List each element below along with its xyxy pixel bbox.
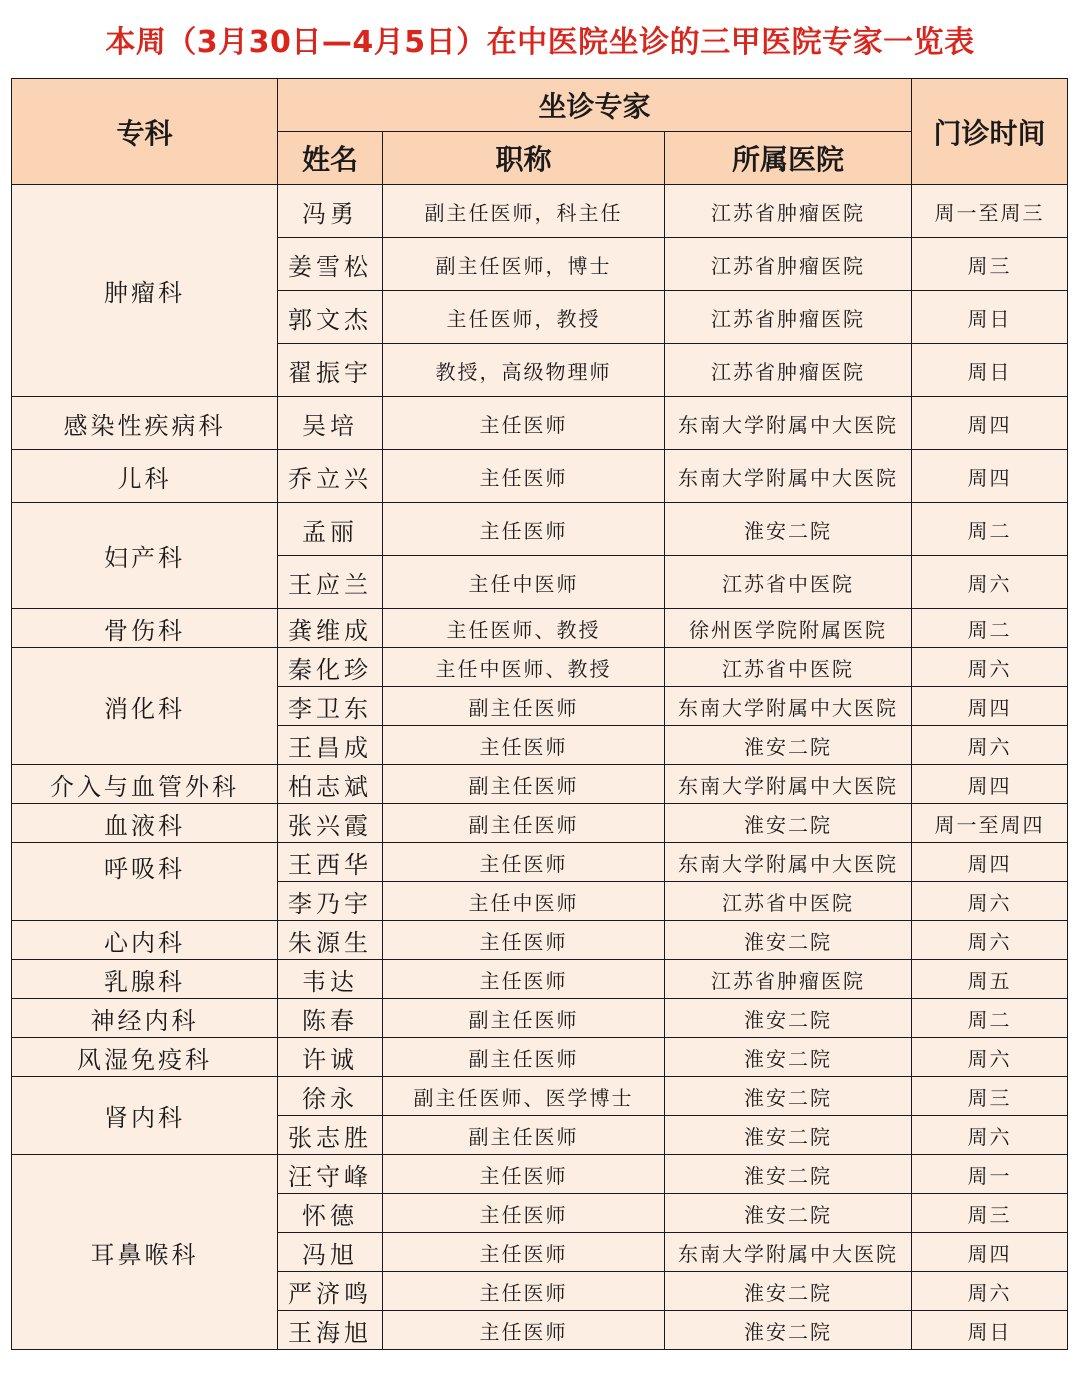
name-cell: 姜雪松 — [278, 238, 383, 291]
title-cell: 主任中医师、教授 — [383, 648, 665, 687]
time-cell: 周三 — [912, 238, 1068, 291]
name-cell: 韦达 — [278, 960, 383, 999]
title-cell: 主任医师 — [383, 960, 665, 999]
time-cell: 周六 — [912, 921, 1068, 960]
time-cell: 周日 — [912, 291, 1068, 344]
name-cell: 乔立兴 — [278, 450, 383, 503]
hospital-cell: 江苏省肿瘤医院 — [665, 344, 912, 397]
time-cell: 周四 — [912, 397, 1068, 450]
title-cell: 主任医师 — [383, 1233, 665, 1272]
hospital-cell: 东南大学附属中大医院 — [665, 687, 912, 726]
name-cell: 严济鸣 — [278, 1272, 383, 1311]
title-cell: 主任中医师 — [383, 882, 665, 921]
hospital-cell: 东南大学附属中大医院 — [665, 1233, 912, 1272]
title-cell: 副主任医师 — [383, 1038, 665, 1077]
title-cell: 主任医师 — [383, 1155, 665, 1194]
time-cell: 周一至周三 — [912, 185, 1068, 238]
title-cell: 副主任医师 — [383, 687, 665, 726]
specialty-cell: 肾内科 — [12, 1077, 278, 1155]
page-title: 本周（3月30日—4月5日）在中医院坐诊的三甲医院专家一览表 — [105, 25, 975, 60]
time-cell: 周二 — [912, 503, 1068, 556]
title-cell: 主任医师 — [383, 1194, 665, 1233]
specialty-cell: 耳鼻喉科 — [12, 1155, 278, 1350]
header-specialty: 专科 — [12, 79, 278, 185]
time-cell: 周二 — [912, 609, 1068, 648]
hospital-cell: 江苏省肿瘤医院 — [665, 238, 912, 291]
expert-schedule-table — [11, 78, 1068, 1350]
title-cell: 主任医师，教授 — [383, 291, 665, 344]
name-cell: 冯勇 — [278, 185, 383, 238]
hospital-cell: 淮安二院 — [665, 1077, 912, 1116]
specialty-cell: 肿瘤科 — [12, 185, 278, 397]
name-cell: 许诚 — [278, 1038, 383, 1077]
hospital-cell: 东南大学附属中大医院 — [665, 765, 912, 804]
table-row — [12, 999, 1068, 1038]
time-cell: 周日 — [912, 1311, 1068, 1350]
name-cell: 王西华 — [278, 843, 383, 882]
header-name: 姓名 — [278, 132, 383, 185]
hospital-cell: 江苏省肿瘤医院 — [665, 185, 912, 238]
table-row — [12, 648, 1068, 687]
name-cell: 翟振宇 — [278, 344, 383, 397]
time-cell: 周四 — [912, 1233, 1068, 1272]
specialty-cell: 消化科 — [12, 648, 278, 765]
name-cell: 李乃宇 — [278, 882, 383, 921]
specialty-cell: 风湿免疫科 — [12, 1038, 278, 1077]
specialty-cell: 神经内科 — [12, 999, 278, 1038]
title-cell: 主任医师、教授 — [383, 609, 665, 648]
time-cell: 周二 — [912, 999, 1068, 1038]
name-cell: 王应兰 — [278, 556, 383, 609]
time-cell: 周日 — [912, 344, 1068, 397]
specialty-cell: 介入与血管外科 — [12, 765, 278, 804]
hospital-cell: 江苏省中医院 — [665, 648, 912, 687]
title-cell: 主任医师 — [383, 843, 665, 882]
name-cell: 张志胜 — [278, 1116, 383, 1155]
title-cell: 主任中医师 — [383, 556, 665, 609]
hospital-cell: 东南大学附属中大医院 — [665, 450, 912, 503]
name-cell: 李卫东 — [278, 687, 383, 726]
title-cell: 主任医师 — [383, 1311, 665, 1350]
specialty-cell: 血液科 — [12, 804, 278, 843]
specialty-cell: 呼吸科 — [12, 843, 278, 921]
hospital-cell: 淮安二院 — [665, 1038, 912, 1077]
time-cell: 周六 — [912, 556, 1068, 609]
time-cell: 周五 — [912, 960, 1068, 999]
hospital-cell: 淮安二院 — [665, 1272, 912, 1311]
header-experts-group: 坐诊专家 — [278, 79, 912, 132]
header-clinic-time: 门诊时间 — [912, 79, 1068, 185]
name-cell: 陈春 — [278, 999, 383, 1038]
time-cell: 周六 — [912, 882, 1068, 921]
table-row — [12, 397, 1068, 450]
title-cell: 副主任医师 — [383, 999, 665, 1038]
hospital-cell: 江苏省中医院 — [665, 556, 912, 609]
title-cell: 主任医师 — [383, 397, 665, 450]
name-cell: 王海旭 — [278, 1311, 383, 1350]
hospital-cell: 淮安二院 — [665, 1155, 912, 1194]
title-cell: 主任医师 — [383, 921, 665, 960]
name-cell: 孟丽 — [278, 503, 383, 556]
time-cell: 周四 — [912, 843, 1068, 882]
title-cell: 副主任医师 — [383, 765, 665, 804]
title-cell: 副主任医师，科主任 — [383, 185, 665, 238]
table-row — [12, 1038, 1068, 1077]
table-row — [12, 450, 1068, 503]
title-cell: 主任医师 — [383, 503, 665, 556]
table-row — [12, 503, 1068, 556]
name-cell: 冯旭 — [278, 1233, 383, 1272]
title-cell: 副主任医师，博士 — [383, 238, 665, 291]
title-cell: 副主任医师、医学博士 — [383, 1077, 665, 1116]
title-cell: 副主任医师 — [383, 1116, 665, 1155]
specialty-cell: 儿科 — [12, 450, 278, 503]
table-row — [12, 1077, 1068, 1116]
table-row — [12, 1155, 1068, 1194]
name-cell: 柏志斌 — [278, 765, 383, 804]
specialty-cell: 妇产科 — [12, 503, 278, 609]
hospital-cell: 淮安二院 — [665, 1194, 912, 1233]
hospital-cell: 淮安二院 — [665, 999, 912, 1038]
time-cell: 周三 — [912, 1194, 1068, 1233]
time-cell: 周六 — [912, 726, 1068, 765]
title-cell: 主任医师 — [383, 450, 665, 503]
time-cell: 周四 — [912, 687, 1068, 726]
specialty-cell: 骨伤科 — [12, 609, 278, 648]
name-cell: 龚维成 — [278, 609, 383, 648]
title-cell: 主任医师 — [383, 726, 665, 765]
title-cell: 教授，高级物理师 — [383, 344, 665, 397]
header-hospital: 所属医院 — [665, 132, 912, 185]
table-row — [12, 185, 1068, 238]
table-row — [12, 609, 1068, 648]
time-cell: 周六 — [912, 1038, 1068, 1077]
table-row — [12, 843, 1068, 882]
name-cell: 王昌成 — [278, 726, 383, 765]
time-cell: 周一至周四 — [912, 804, 1068, 843]
hospital-cell: 淮安二院 — [665, 804, 912, 843]
time-cell: 周一 — [912, 1155, 1068, 1194]
table-row — [12, 804, 1068, 843]
hospital-cell: 淮安二院 — [665, 1311, 912, 1350]
time-cell: 周四 — [912, 765, 1068, 804]
hospital-cell: 淮安二院 — [665, 1116, 912, 1155]
title-cell: 副主任医师 — [383, 804, 665, 843]
specialty-cell: 感染性疾病科 — [12, 397, 278, 450]
table-row — [12, 765, 1068, 804]
table-row — [12, 921, 1068, 960]
hospital-cell: 江苏省肿瘤医院 — [665, 291, 912, 344]
name-cell: 秦化珍 — [278, 648, 383, 687]
name-cell: 怀德 — [278, 1194, 383, 1233]
hospital-cell: 淮安二院 — [665, 726, 912, 765]
hospital-cell: 东南大学附属中大医院 — [665, 397, 912, 450]
hospital-cell: 徐州医学院附属医院 — [665, 609, 912, 648]
name-cell: 张兴霞 — [278, 804, 383, 843]
hospital-cell: 淮安二院 — [665, 503, 912, 556]
hospital-cell: 江苏省中医院 — [665, 882, 912, 921]
name-cell: 朱源生 — [278, 921, 383, 960]
table-row — [12, 960, 1068, 999]
name-cell: 吴培 — [278, 397, 383, 450]
time-cell: 周六 — [912, 1116, 1068, 1155]
title-cell: 主任医师 — [383, 1272, 665, 1311]
time-cell: 周三 — [912, 1077, 1068, 1116]
hospital-cell: 东南大学附属中大医院 — [665, 843, 912, 882]
name-cell: 徐永 — [278, 1077, 383, 1116]
time-cell: 周六 — [912, 1272, 1068, 1311]
specialty-cell: 乳腺科 — [12, 960, 278, 999]
name-cell: 郭文杰 — [278, 291, 383, 344]
name-cell: 汪守峰 — [278, 1155, 383, 1194]
hospital-cell: 江苏省肿瘤医院 — [665, 960, 912, 999]
hospital-cell: 淮安二院 — [665, 921, 912, 960]
header-title: 职称 — [383, 132, 665, 185]
specialty-cell: 心内科 — [12, 921, 278, 960]
time-cell: 周六 — [912, 648, 1068, 687]
time-cell: 周四 — [912, 450, 1068, 503]
